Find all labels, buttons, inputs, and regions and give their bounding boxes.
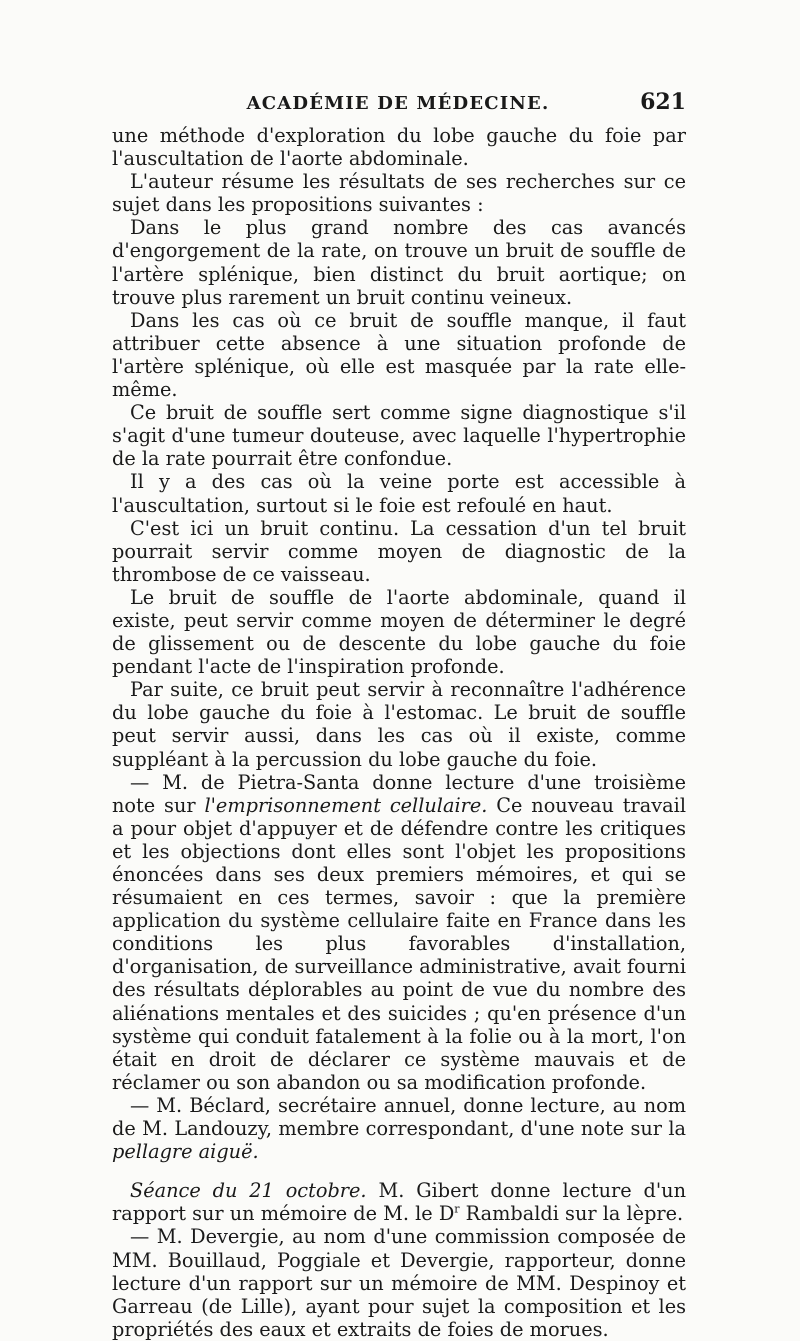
paragraph: L'auteur résume les résultats de ses recherches sur ce sujet dans les propositions suivantes : xyxy=(112,170,686,217)
text-run: — M. de Pietra-Santa donne lecture d'une troisième note sur xyxy=(112,770,686,817)
italic-title: pellagre aiguë. xyxy=(112,1140,259,1164)
text-run: — M. Béclard, secrétaire annuel, donne lecture, au nom de M. Landouzy, membre correspondant, d'une note sur la xyxy=(112,1093,686,1141)
paragraph: Dans les cas où ce bruit de souffle manque, il faut attribuer cette absence à une situation profonde de l'artère splénique, où elle est masquée par la rate elle-même. xyxy=(112,308,686,402)
text-run: Rambaldi sur la lèpre. xyxy=(459,1202,684,1226)
page-header xyxy=(110,89,686,123)
session-date: Séance du 21 octobre. xyxy=(130,1179,367,1203)
paragraph: Ce bruit de souffle sert comme signe diagnostique s'il s'agit d'une tumeur douteuse, avec laquelle l'hypertrophie de la rate pourrait être confondue. xyxy=(112,401,686,471)
text-run: Ce nouveau travail a pour objet d'appuyer et de défendre contre les critiques et les objections dont elles sont l'objet les propositions énoncées dans ses deux premiers mémoires, et qui se résumaient en ces termes, savoir : que la première application du système cellulaire faite en France dans les conditions les plus favorables d'installation, d'organisation, de surveillance administrative, avait fourni des résultats déplorables au point de vue du nombre des aliénations mentales et des suicides ; qu'en présence d'un système qui conduit fatalement à la folie ou à la mort, l'on était en droit de déclarer ce système mauvais et de réclamer ou son abandon ou sa modification profonde. xyxy=(112,793,686,1094)
paragraph xyxy=(112,1094,686,1163)
body-text xyxy=(112,124,686,1341)
italic-title: l'emprisonnement cellulaire. xyxy=(204,793,488,817)
paragraph: — M. Devergie, au nom d'une commission composée de MM. Bouillaud, Poggiale et Devergie, rapporteur, donne lecture d'un rapport sur un mémoire de MM. Despinoy et Garreau (de Lille), ayant pour sujet la composition et les propriétés des eaux et extraits de foies de morues. xyxy=(112,1225,686,1341)
paragraph: Le bruit de souffle de l'aorte abdominale, quand il existe, peut servir comme moyen de déterminer le degré de glissement ou de descente du lobe gauche du foie pendant l'acte de l'inspiration profonde. xyxy=(112,585,686,679)
paragraph xyxy=(112,771,686,1094)
paragraph xyxy=(112,1179,686,1225)
paragraph: Dans le plus grand nombre des cas avancés d'engorgement de la rate, on trouve un bruit de souffle de l'artère splénique, bien distinct du bruit aortique; on trouve plus rarement un bruit continu veineux. xyxy=(112,216,686,309)
paragraph: Il y a des cas où la veine porte est accessible à l'auscultation, surtout si le foie est refoulé en haut. xyxy=(112,470,686,517)
running-title: ACADÉMIE DE MÉDECINE. xyxy=(246,93,550,114)
paragraph: C'est ici un bruit continu. La cessation d'un tel bruit pourrait servir comme moyen de diagnostic de la thrombose de ce vaisseau. xyxy=(112,516,686,586)
paragraph: une méthode d'exploration du lobe gauche du foie par l'auscultation de l'aorte abdominale. xyxy=(112,124,686,171)
text-run: M. Gibert donne lecture d'un rapport sur un mémoire de M. le D xyxy=(112,1179,686,1226)
paragraph: Par suite, ce bruit peut servir à reconnaître l'adhérence du lobe gauche du foie à l'estomac. Le bruit de souffle peut servir aussi, dans les cas où il existe, comme suppléant à la percussion du lobe gauche du foie. xyxy=(112,678,686,771)
page-number: 621 xyxy=(640,89,686,115)
superscript: r xyxy=(454,1202,460,1216)
